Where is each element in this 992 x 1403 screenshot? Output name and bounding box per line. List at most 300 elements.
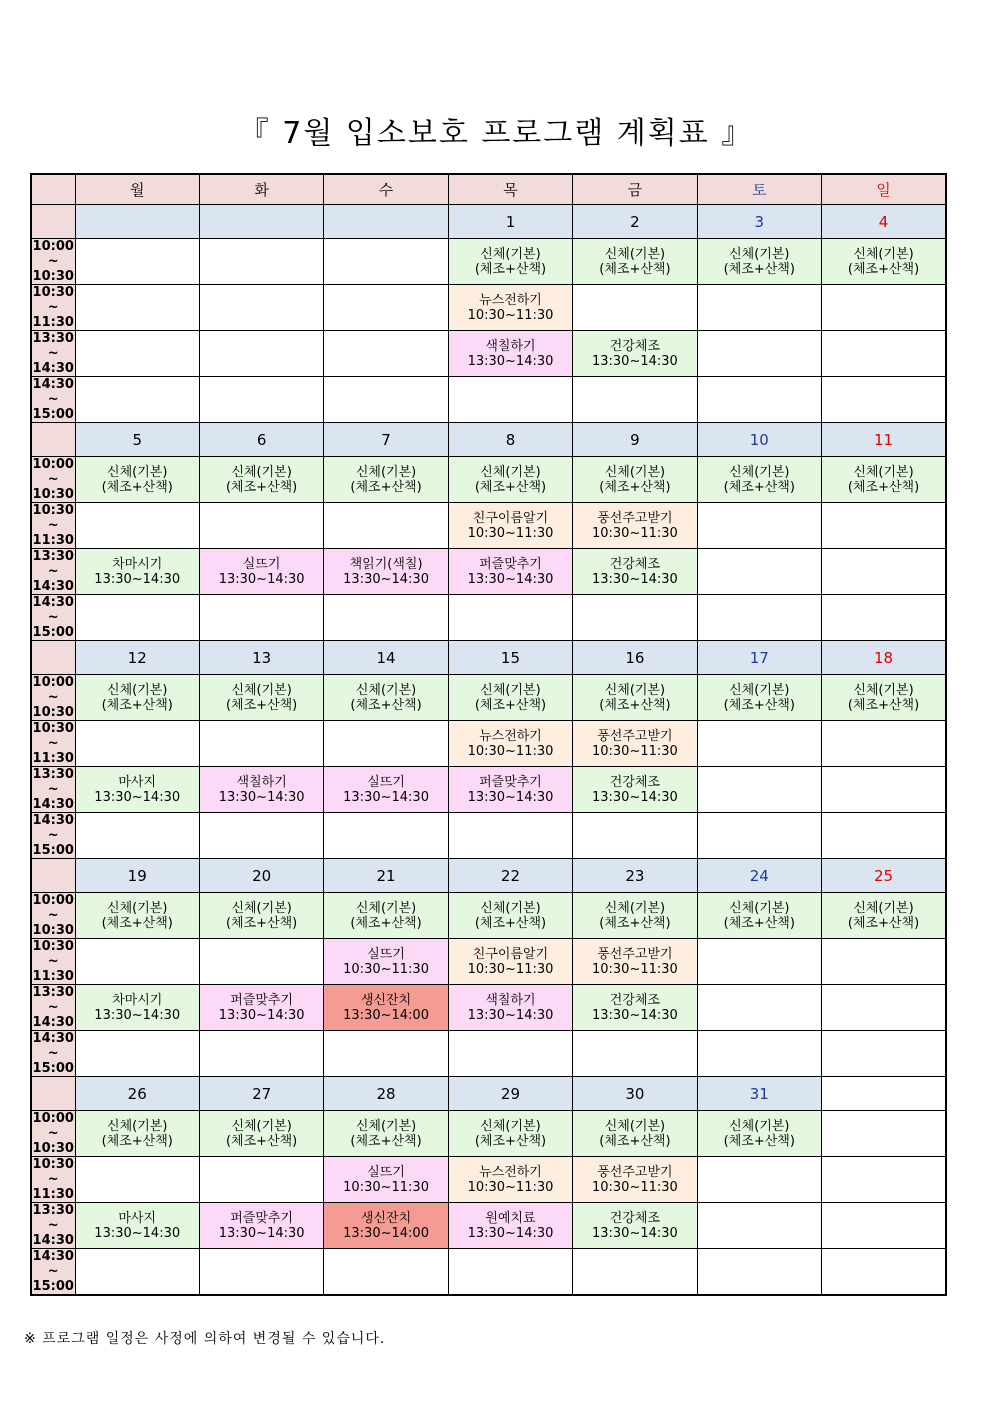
empty-cell: [697, 503, 821, 549]
program-detail: 13:30~14:30: [218, 1225, 305, 1241]
program-cell: [573, 549, 697, 595]
program-cell: [448, 893, 572, 939]
time-slot-row: [31, 1203, 946, 1249]
time-end: 15:00: [32, 407, 74, 422]
time-sep: ~: [47, 610, 59, 625]
program-cell: [324, 939, 448, 985]
program-detail: 13:30~14:30: [94, 1007, 181, 1023]
program-name: 생신잔치: [360, 992, 412, 1008]
program-name: 신체(기본): [231, 900, 292, 916]
empty-cell: [822, 767, 946, 813]
program-cell: [573, 1203, 697, 1249]
program-detail: 13:30~14:30: [218, 789, 305, 805]
program-name: 실뜨기: [367, 774, 405, 790]
empty-cell: [75, 721, 199, 767]
program-detail: 13:30~14:30: [591, 1225, 678, 1241]
date-cell: 17: [697, 641, 821, 675]
empty-cell: [199, 939, 323, 985]
empty-cell: [199, 285, 323, 331]
time-sep: ~: [47, 908, 59, 923]
time-label-cell: [31, 1249, 75, 1296]
program-cell: [199, 549, 323, 595]
date-cell: 10: [697, 423, 821, 457]
time-end: 10:30: [32, 1141, 74, 1156]
program-name: 뉴스전하기: [479, 292, 542, 308]
program-detail: (체조+산책): [474, 697, 547, 713]
empty-cell: [199, 239, 323, 285]
date-cell: 5: [75, 423, 199, 457]
program-name: 실뜨기: [367, 1164, 405, 1180]
empty-cell: [822, 1031, 946, 1077]
empty-cell: [75, 1249, 199, 1296]
program-detail: 10:30~11:30: [591, 961, 678, 977]
program-cell: [199, 767, 323, 813]
empty-cell: [822, 595, 946, 641]
date-cell: 7: [324, 423, 448, 457]
empty-cell: [822, 721, 946, 767]
date-cell: 12: [75, 641, 199, 675]
program-detail: 13:30~14:30: [591, 789, 678, 805]
empty-cell: [324, 721, 448, 767]
time-slot-row: [31, 331, 946, 377]
program-name: 신체(기본): [480, 682, 541, 698]
time-end: 15:00: [32, 843, 74, 858]
program-detail: (체조+산책): [101, 479, 173, 495]
empty-cell: [75, 939, 199, 985]
time-sep: ~: [47, 518, 59, 533]
time-slot-row: [31, 239, 946, 285]
program-name: 신체(기본): [480, 464, 541, 480]
time-sep: ~: [47, 1046, 59, 1061]
time-sep: ~: [47, 254, 59, 269]
program-name: 차마시기: [112, 556, 163, 572]
program-name: 풍선주고받기: [597, 1164, 673, 1180]
time-start: 14:30: [32, 1031, 74, 1046]
time-end: 10:30: [32, 705, 74, 720]
time-end: 10:30: [32, 269, 74, 284]
time-end: 11:30: [32, 969, 74, 984]
date-cell: [199, 205, 323, 239]
program-cell: [75, 675, 199, 721]
empty-cell: [822, 503, 946, 549]
empty-cell: [573, 813, 697, 859]
program-detail: 13:30~14:30: [467, 353, 554, 369]
program-detail: (체조+산책): [101, 915, 173, 931]
time-end: 15:00: [32, 625, 74, 640]
program-name: 색칠하기: [236, 774, 287, 790]
program-cell: [573, 503, 697, 549]
date-cell: 20: [199, 859, 323, 893]
time-slot-row: [31, 939, 946, 985]
empty-cell: [448, 377, 572, 423]
program-name: 실뜨기: [367, 946, 405, 962]
program-detail: 13:30~14:30: [467, 571, 554, 587]
program-cell: [697, 893, 821, 939]
program-detail: 10:30~11:30: [467, 743, 554, 759]
program-name: 신체(기본): [729, 1118, 790, 1134]
empty-cell: [822, 1157, 946, 1203]
time-end: 10:30: [32, 923, 74, 938]
program-name: 친구이름알기: [472, 510, 549, 526]
program-detail: (체조+산책): [225, 1133, 298, 1149]
empty-cell: [573, 377, 697, 423]
time-label-cell: [31, 767, 75, 813]
empty-cell: [697, 939, 821, 985]
program-name: 신체(기본): [107, 682, 168, 698]
program-name: 퍼즐맞추기: [230, 1210, 294, 1226]
weekday-header-row: [31, 174, 946, 205]
time-start: 10:00: [32, 675, 74, 690]
page-title: 『 7월 입소보호 프로그램 계획표 』: [238, 116, 754, 151]
program-cell: [324, 1157, 448, 1203]
program-cell: [573, 1157, 697, 1203]
empty-cell: [199, 331, 323, 377]
program-cell: [822, 893, 946, 939]
time-sep: ~: [47, 1264, 59, 1279]
program-cell: [448, 503, 572, 549]
time-end: 11:30: [32, 533, 74, 548]
program-cell: [448, 239, 572, 285]
empty-cell: [324, 331, 448, 377]
time-slot-row: [31, 721, 946, 767]
empty-cell: [573, 1249, 697, 1296]
program-detail: 13:30~14:30: [343, 789, 429, 805]
time-label-cell: [31, 893, 75, 939]
program-cell: [573, 939, 697, 985]
date-cell: 30: [573, 1077, 697, 1111]
date-row: [31, 423, 946, 457]
time-start: 14:30: [32, 595, 74, 610]
program-cell: [324, 549, 448, 595]
empty-cell: [822, 377, 946, 423]
program-name: 신체(기본): [604, 900, 666, 916]
empty-cell: [324, 1249, 448, 1296]
program-detail: 10:30~11:30: [467, 525, 554, 541]
empty-cell: [448, 813, 572, 859]
program-cell: [573, 675, 697, 721]
time-label-cell: [31, 549, 75, 595]
program-name: 건강체조: [609, 1210, 661, 1226]
time-sep: ~: [47, 1172, 59, 1187]
program-detail: (체조+산책): [723, 479, 795, 495]
time-sep: ~: [47, 828, 59, 843]
empty-cell: [199, 377, 323, 423]
time-slot-row: [31, 549, 946, 595]
program-name: 신체(기본): [231, 682, 292, 698]
program-cell: [448, 939, 572, 985]
empty-cell: [75, 377, 199, 423]
time-sep: ~: [47, 392, 59, 407]
date-cell: 19: [75, 859, 199, 893]
time-end: 14:30: [32, 1015, 74, 1030]
program-name: 뉴스전하기: [479, 1164, 542, 1180]
program-cell: [448, 549, 572, 595]
empty-cell: [697, 721, 821, 767]
program-detail: (체조+산책): [101, 1133, 173, 1149]
time-start: 14:30: [32, 377, 74, 392]
program-detail: (체조+산책): [350, 479, 422, 495]
empty-cell: [75, 1031, 199, 1077]
program-detail: 13:30~14:30: [467, 789, 554, 805]
date-cell: [822, 1077, 946, 1111]
time-label-cell: [31, 503, 75, 549]
empty-cell: [199, 503, 323, 549]
program-name: 신체(기본): [355, 1118, 417, 1134]
program-detail: (체조+산책): [225, 915, 298, 931]
weekday-header-1: 화: [199, 174, 323, 205]
program-name: 신체(기본): [355, 464, 417, 480]
program-name: 신체(기본): [107, 464, 168, 480]
time-end: 11:30: [32, 1187, 74, 1202]
program-detail: (체조+산책): [847, 697, 920, 713]
program-cell: [324, 985, 448, 1031]
program-detail: (체조+산책): [847, 479, 920, 495]
time-label-cell: [31, 457, 75, 503]
program-detail: (체조+산책): [599, 1133, 671, 1149]
time-label-cell: [31, 595, 75, 641]
date-row-corner: [31, 423, 75, 457]
program-cell: [75, 457, 199, 503]
time-slot-row: [31, 893, 946, 939]
program-name: 신체(기본): [231, 464, 292, 480]
program-detail: 13:30~14:30: [591, 353, 678, 369]
program-detail: (체조+산책): [474, 915, 547, 931]
program-cell: [324, 675, 448, 721]
time-start: 10:30: [32, 721, 74, 736]
date-cell: 24: [697, 859, 821, 893]
time-end: 11:30: [32, 751, 74, 766]
empty-cell: [199, 1249, 323, 1296]
program-name: 신체(기본): [355, 900, 417, 916]
empty-cell: [822, 549, 946, 595]
time-sep: ~: [47, 954, 59, 969]
program-cell: [573, 1111, 697, 1157]
empty-cell: [697, 813, 821, 859]
program-name: 풍선주고받기: [597, 510, 673, 526]
time-label-cell: [31, 285, 75, 331]
time-label-cell: [31, 813, 75, 859]
empty-cell: [324, 503, 448, 549]
program-detail: (체조+산책): [599, 915, 671, 931]
empty-cell: [822, 813, 946, 859]
time-sep: ~: [47, 564, 59, 579]
program-cell: [199, 675, 323, 721]
time-slot-row: [31, 767, 946, 813]
date-cell: 18: [822, 641, 946, 675]
program-cell: [324, 1203, 448, 1249]
empty-cell: [573, 595, 697, 641]
program-detail: 13:30~14:30: [591, 1007, 678, 1023]
program-detail: 13:30~14:30: [343, 571, 429, 587]
program-detail: (체조+산책): [723, 915, 795, 931]
program-name: 신체(기본): [853, 464, 914, 480]
program-detail: 10:30~11:30: [467, 961, 554, 977]
program-cell: [448, 721, 572, 767]
program-name: 색칠하기: [485, 338, 536, 354]
program-detail: 13:30~14:30: [467, 1225, 554, 1241]
time-end: 14:30: [32, 1233, 74, 1248]
date-cell: 28: [324, 1077, 448, 1111]
empty-cell: [697, 1157, 821, 1203]
program-cell: [448, 985, 572, 1031]
empty-cell: [75, 813, 199, 859]
date-cell: 9: [573, 423, 697, 457]
program-cell: [199, 457, 323, 503]
program-cell: [199, 1203, 323, 1249]
program-cell: [697, 1111, 821, 1157]
date-cell: 6: [199, 423, 323, 457]
program-detail: (체조+산책): [474, 261, 547, 277]
time-end: 15:00: [32, 1061, 74, 1076]
time-slot-row: [31, 1111, 946, 1157]
empty-cell: [75, 285, 199, 331]
time-end: 14:30: [32, 579, 74, 594]
time-start: 13:30: [32, 331, 74, 346]
empty-cell: [697, 285, 821, 331]
empty-cell: [75, 595, 199, 641]
program-name: 신체(기본): [729, 900, 790, 916]
time-slot-row: [31, 457, 946, 503]
program-detail: (체조+산책): [599, 697, 671, 713]
time-end: 14:30: [32, 797, 74, 812]
time-label-cell: [31, 239, 75, 285]
program-name: 차마시기: [112, 992, 163, 1008]
empty-cell: [75, 503, 199, 549]
empty-cell: [822, 331, 946, 377]
program-name: 건강체조: [609, 992, 661, 1008]
empty-cell: [573, 285, 697, 331]
empty-cell: [822, 985, 946, 1031]
weekday-header-5: 토: [697, 174, 821, 205]
program-name: 신체(기본): [604, 1118, 666, 1134]
program-detail: 13:30~14:00: [343, 1225, 429, 1241]
time-label-cell: [31, 1203, 75, 1249]
empty-cell: [199, 721, 323, 767]
time-label-cell: [31, 1111, 75, 1157]
weekday-header-0: 월: [75, 174, 199, 205]
time-end: 15:00: [32, 1279, 74, 1294]
date-cell: 2: [573, 205, 697, 239]
program-name: 신체(기본): [107, 900, 168, 916]
time-slot-row: [31, 985, 946, 1031]
program-name: 신체(기본): [853, 900, 914, 916]
time-start: 13:30: [32, 767, 74, 782]
time-start: 13:30: [32, 1203, 74, 1218]
program-cell: [75, 549, 199, 595]
program-cell: [573, 457, 697, 503]
empty-cell: [448, 595, 572, 641]
program-cell: [199, 893, 323, 939]
program-name: 신체(기본): [729, 682, 790, 698]
time-start: 10:00: [32, 457, 74, 472]
date-cell: [324, 205, 448, 239]
program-name: 풍선주고받기: [597, 946, 673, 962]
time-start: 13:30: [32, 985, 74, 1000]
date-row: [31, 641, 946, 675]
time-sep: ~: [47, 472, 59, 487]
program-detail: (체조+산책): [474, 1133, 547, 1149]
program-name: 신체(기본): [355, 682, 417, 698]
date-row-corner: [31, 859, 75, 893]
time-label-cell: [31, 985, 75, 1031]
time-slot-row: [31, 377, 946, 423]
time-end: 10:30: [32, 487, 74, 502]
program-name: 신체(기본): [604, 682, 666, 698]
program-cell: [697, 239, 821, 285]
program-detail: (체조+산책): [723, 261, 795, 277]
time-start: 10:30: [32, 285, 74, 300]
header-corner-cell: [31, 174, 75, 205]
program-detail: 13:30~14:30: [94, 789, 181, 805]
time-sep: ~: [47, 1000, 59, 1015]
weekday-header-2: 수: [324, 174, 448, 205]
time-end: 14:30: [32, 361, 74, 376]
time-slot-row: [31, 813, 946, 859]
empty-cell: [697, 985, 821, 1031]
program-cell: [822, 239, 946, 285]
program-name: 건강체조: [609, 556, 661, 572]
program-name: 퍼즐맞추기: [479, 556, 542, 572]
program-detail: 10:30~11:30: [343, 961, 429, 977]
time-sep: ~: [47, 782, 59, 797]
empty-cell: [573, 1031, 697, 1077]
program-name: 신체(기본): [853, 246, 914, 262]
time-sep: ~: [47, 346, 59, 361]
empty-cell: [697, 595, 821, 641]
date-row-corner: [31, 1077, 75, 1111]
program-detail: 10:30~11:30: [343, 1179, 429, 1195]
time-label-cell: [31, 377, 75, 423]
time-slot-row: [31, 1031, 946, 1077]
program-name: 마사지: [118, 1210, 157, 1226]
date-cell: 16: [573, 641, 697, 675]
time-sep: ~: [47, 736, 59, 751]
program-name: 마사지: [118, 774, 157, 790]
program-detail: (체조+산책): [847, 915, 920, 931]
program-cell: [573, 239, 697, 285]
empty-cell: [324, 377, 448, 423]
program-name: 건강체조: [609, 774, 661, 790]
program-detail: 10:30~11:30: [467, 1179, 554, 1195]
program-cell: [448, 767, 572, 813]
date-cell: 3: [697, 205, 821, 239]
program-cell: [324, 457, 448, 503]
program-name: 원예치료: [485, 1210, 536, 1226]
footnote: ※ 프로그램 일정은 사정에 의하여 변경될 수 있습니다.: [24, 1331, 386, 1347]
program-name: 신체(기본): [480, 900, 541, 916]
time-slot-row: [31, 675, 946, 721]
time-slot-row: [31, 503, 946, 549]
time-start: 10:30: [32, 1157, 74, 1172]
program-cell: [448, 1157, 572, 1203]
time-start: 10:30: [32, 939, 74, 954]
time-label-cell: [31, 675, 75, 721]
time-sep: ~: [47, 690, 59, 705]
program-cell: [822, 457, 946, 503]
program-cell: [573, 767, 697, 813]
empty-cell: [324, 285, 448, 331]
empty-cell: [822, 285, 946, 331]
time-start: 10:30: [32, 503, 74, 518]
empty-cell: [448, 1031, 572, 1077]
program-detail: 13:30~14:30: [467, 1007, 554, 1023]
empty-cell: [75, 1157, 199, 1203]
empty-cell: [697, 1203, 821, 1249]
program-name: 퍼즐맞추기: [230, 992, 294, 1008]
date-cell: 23: [573, 859, 697, 893]
empty-cell: [75, 239, 199, 285]
program-name: 신체(기본): [604, 464, 666, 480]
